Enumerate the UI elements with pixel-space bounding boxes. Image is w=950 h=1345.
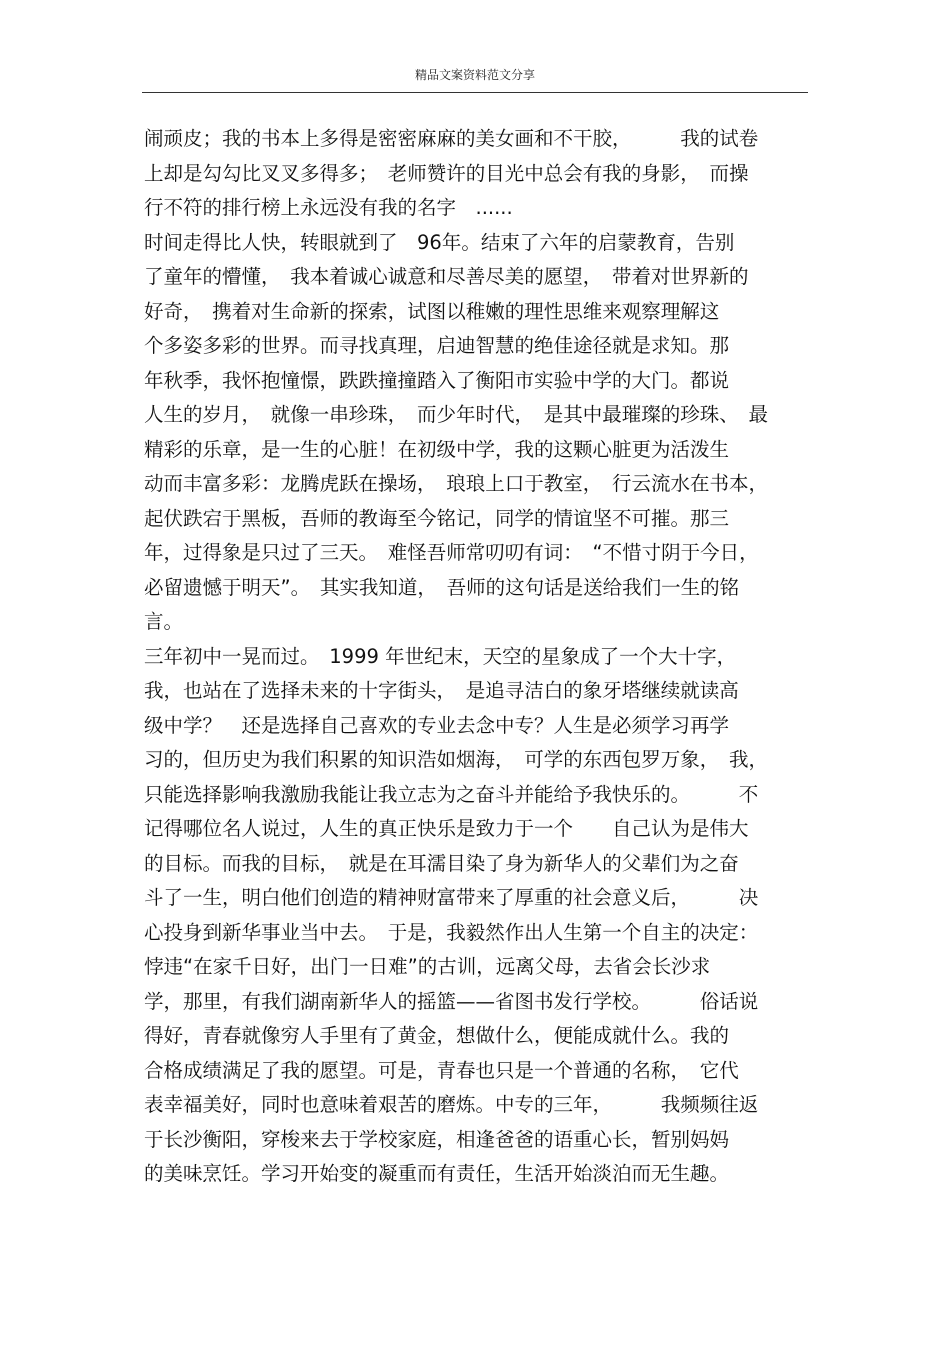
text-line: 心投身到新华事业当中去。 于是，我毅然作出人生第一个自主的决定： xyxy=(144,920,759,944)
text-line: 上却是勾勾比叉叉多得多； 老师赞许的目光中总会有我的身影， 而操 xyxy=(144,161,749,185)
text-line: 于长沙衡阳，穿梭来去于学校家庭，相逢爸爸的语重心长，暂别妈妈 xyxy=(144,1127,730,1151)
text-line: 年秋季，我怀抱憧憬，跌跌撞撞踏入了衡阳市实验中学的大门。都说 xyxy=(144,368,730,392)
text-line: 我，也站在了选择未来的十字街头， 是追寻洁白的象牙塔继续就读高 xyxy=(144,679,739,702)
text-line: 三年初中一晃而过。 1999 年世纪末，天空的星象成了一个大十字， xyxy=(144,644,737,668)
text-line: 必留遗憾于明天”。 其实我知道， 吾师的这句话是送给我们一生的铭 xyxy=(144,575,740,599)
text-line: 记得哪位名人说过，人生的真正快乐是致力于一个 自己认为是伟大 xyxy=(144,817,749,840)
text-line: 习的，但历史为我们积累的知识浩如烟海， 可学的东西包罗万象， 我， xyxy=(144,748,769,771)
header-divider xyxy=(142,92,808,93)
text-line: 了童年的懵懂， 我本着诚心诚意和尽善尽美的愿望， 带着对世界新的 xyxy=(144,265,749,288)
text-line: 闹顽皮；我的书本上多得是密密麻麻的美女画和不干胶， 我的试卷 xyxy=(144,127,759,150)
text-line: 年，过得象是只过了三天。 难怪吾师常叨叨有词： “不惜寸阴于今日， xyxy=(144,541,759,564)
text-line: 悖违“在家千日好，出门一日难”的古训，远离父母，去省会长沙求 xyxy=(144,955,711,978)
text-line: 精彩的乐章，是一生的心脏！在初级中学，我的这颗心脏更为活泼生 xyxy=(144,437,730,461)
text-line: 斗了一生，明白他们创造的精神财富带来了厚重的社会意义后， 决 xyxy=(144,886,759,909)
text-line: 级中学？ 还是选择自己喜欢的专业去念中专？人生是必须学习再学 xyxy=(144,713,730,737)
text-line: 动而丰富多彩：龙腾虎跃在操场， 琅琅上口于教室， 行云流水在书本， xyxy=(144,472,769,495)
text-line: 起伏跌宕于黑板，吾师的教诲至今铭记，同学的情谊坚不可摧。那三 xyxy=(144,506,730,530)
text-line: 行不符的排行榜上永远没有我的名字 ...... xyxy=(144,196,513,219)
text-line: 好奇， 携着对生命新的探索，试图以稚嫩的理性思维来观察理解这 xyxy=(144,299,720,323)
document-body xyxy=(144,122,814,1192)
text-line: 个多姿多彩的世界。而寻找真理，启迪智慧的绝佳途径就是求知。那 xyxy=(144,334,730,357)
text-line: 合格成绩满足了我的愿望。可是，青春也只是一个普通的名称， 它代 xyxy=(144,1058,739,1082)
page-header: 精品文案资料范文分享 xyxy=(414,68,535,82)
text-line: 的目标。而我的目标， 就是在耳濡目染了身为新华人的父辈们为之奋 xyxy=(144,851,739,875)
text-line: 言。 xyxy=(144,610,184,633)
text-line: 只能选择影响我激励我能让我立志为之奋斗并能给予我快乐的。 不 xyxy=(144,782,759,806)
text-line: 表幸福美好，同时也意味着艰苦的磨炼。中专的三年， 我频频往返 xyxy=(144,1093,759,1116)
text-line: 得好，青春就像穷人手里有了黄金，想做什么，便能成就什么。我的 xyxy=(144,1024,730,1047)
text-line: 人生的岁月， 就像一串珍珠， 而少年时代， 是其中最璀璨的珍珠、 最 xyxy=(144,403,769,426)
text-line: 学，那里，有我们湖南新华人的摇篮——省图书发行学校。 俗话说 xyxy=(144,989,759,1013)
text-line: 时间走得比人快，转眼就到了 96年。结束了六年的启蒙教育，告别 xyxy=(144,230,735,254)
text-line: 的美味烹饪。学习开始变的凝重而有责任，生活开始淡泊而无生趣。 xyxy=(144,1162,730,1185)
